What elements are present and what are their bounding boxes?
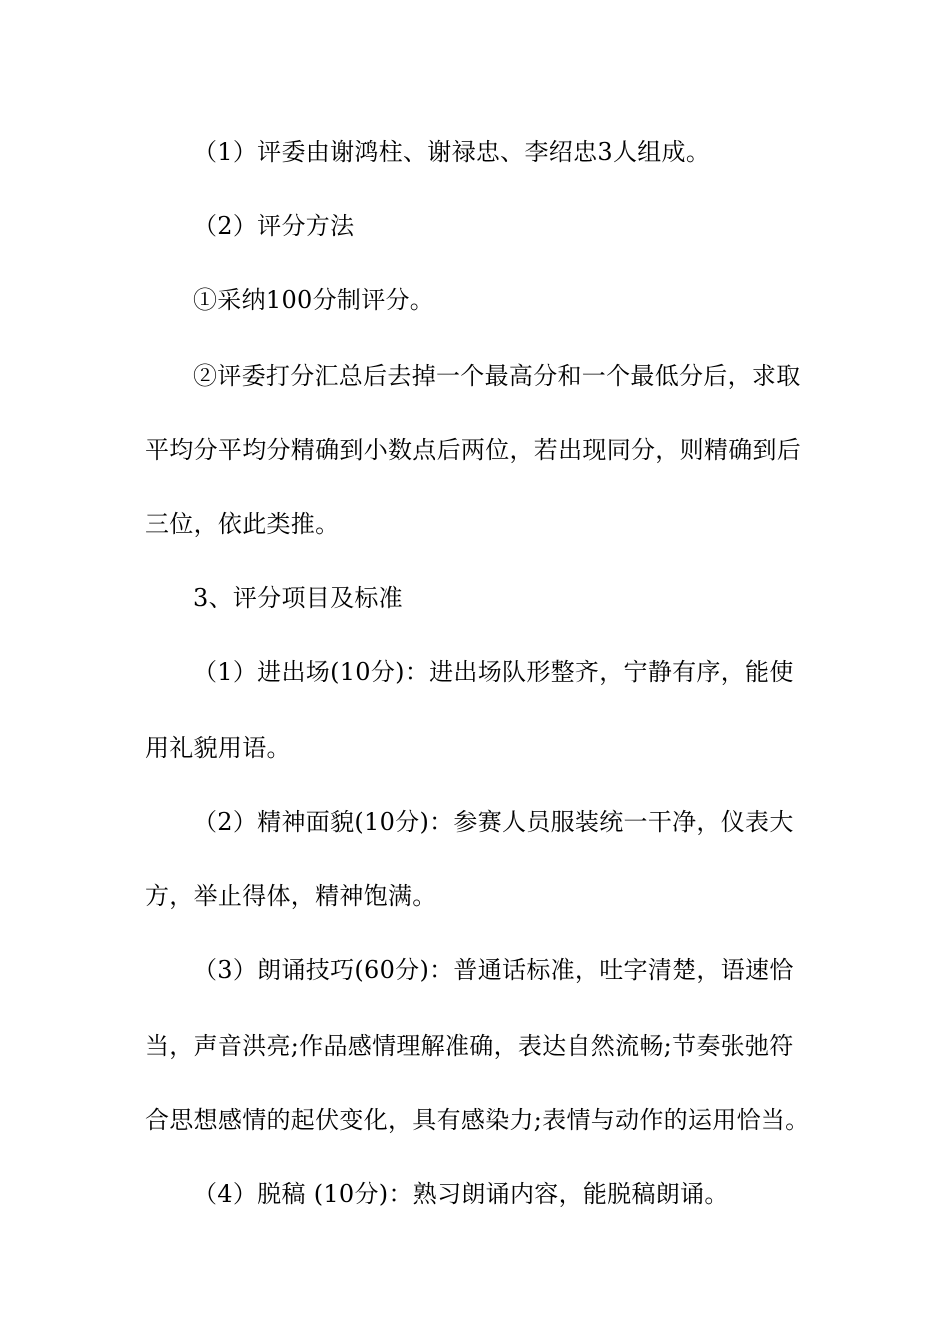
scoring-rule-1: ①采纳100分制评分。 <box>193 286 435 314</box>
scoring-rule-2-line-3: 三位，依此类推。 <box>145 510 340 538</box>
criterion-2-line-2: 方，举止得体，精神饱满。 <box>145 882 437 910</box>
criterion-2-line-1: （2）精神面貌(10分)：参赛人员服装统一干净，仪表大 <box>193 808 794 836</box>
criterion-3-line-3: 合思想感情的起伏变化，具有感染力;表情与动作的运用恰当。 <box>145 1106 810 1134</box>
criterion-3-line-1: （3）朗诵技巧(60分)：普通话标准，吐字清楚，语速恰 <box>193 956 794 984</box>
criteria-heading: 3、评分项目及标准 <box>193 584 403 612</box>
scoring-rule-2-line-1: ②评委打分汇总后去掉一个最高分和一个最低分后，求取 <box>193 362 801 390</box>
criterion-1-line-2: 用礼貌用语。 <box>145 734 291 762</box>
criterion-1-line-1: （1）进出场(10分)：进出场队形整齐，宁静有序，能使 <box>193 658 794 686</box>
judges-line: （1）评委由谢鸿柱、谢禄忠、李绍忠3人组成。 <box>193 138 711 166</box>
scoring-method-heading: （2）评分方法 <box>193 212 355 240</box>
criterion-4-line-1: （4）脱稿 (10分)：熟习朗诵内容，能脱稿朗诵。 <box>193 1180 729 1208</box>
criterion-3-line-2: 当，声音洪亮;作品感情理解准确，表达自然流畅;节奏张弛符 <box>145 1032 794 1060</box>
scoring-rule-2-line-2: 平均分平均分精确到小数点后两位，若出现同分，则精确到后 <box>145 436 802 464</box>
